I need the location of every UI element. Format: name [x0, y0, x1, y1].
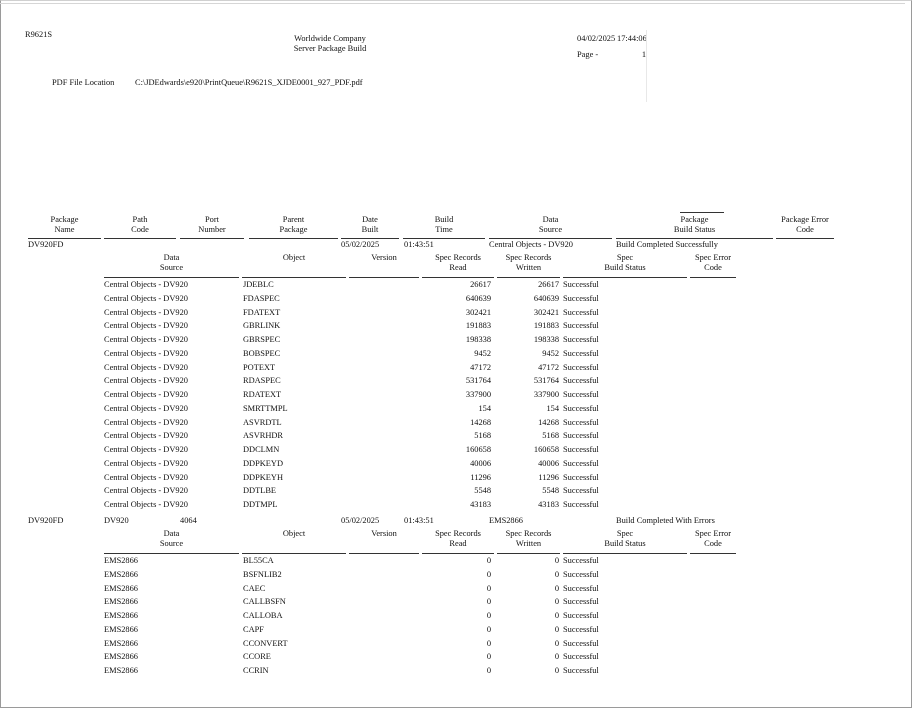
row-spec-read: 5168 — [474, 431, 491, 440]
row-object: FDASPEC — [243, 294, 280, 303]
row-spec-read: 11296 — [470, 473, 491, 482]
row-spec-build-status: Successful — [563, 445, 599, 454]
company-name: Worldwide Company — [294, 34, 366, 43]
row-data-source: Central Objects - DV920 — [104, 486, 188, 495]
row-spec-written: 0 — [554, 652, 559, 661]
header-underline — [341, 238, 399, 239]
row-data-source: EMS2866 — [104, 625, 138, 634]
row-spec-written: 9452 — [542, 349, 559, 358]
row-spec-build-status: Successful — [563, 666, 599, 675]
report-title: Server Package Build — [293, 44, 367, 53]
row-object: JDEBLC — [243, 280, 274, 289]
row-data-source: Central Objects - DV920 — [104, 363, 188, 372]
column-underline — [690, 277, 736, 278]
row-spec-read: 0 — [486, 666, 491, 675]
row-object: CALLBSFN — [243, 597, 286, 606]
header-underline — [776, 238, 834, 239]
row-spec-read: 5548 — [474, 486, 491, 495]
row-spec-build-status: Successful — [563, 376, 599, 385]
row-spec-written: 0 — [554, 556, 559, 565]
row-spec-written: 26617 — [538, 280, 559, 289]
header-port-number: Port Number — [198, 215, 226, 234]
header-package-build-status: Package Build Status — [673, 215, 716, 234]
row-object: FDATEXT — [243, 308, 281, 317]
row-data-source: Central Objects - DV920 — [104, 349, 188, 358]
row-object: GBRSPEC — [243, 335, 281, 344]
row-spec-read: 640639 — [465, 294, 491, 303]
row-object: DDPKEYD — [243, 459, 284, 468]
row-spec-read: 0 — [486, 652, 491, 661]
detail-header-data-source: Data Source — [159, 253, 184, 272]
header-underline — [28, 238, 101, 239]
row-data-source: EMS2866 — [104, 652, 138, 661]
row-spec-build-status: Successful — [563, 390, 599, 399]
row-spec-written: 5548 — [542, 486, 559, 495]
date-built: 05/02/2025 — [341, 516, 380, 525]
header-parent-package: Parent Package — [279, 215, 308, 234]
row-data-source: Central Objects - DV920 — [104, 390, 188, 399]
row-spec-build-status: Successful — [563, 625, 599, 634]
row-data-source: Central Objects - DV920 — [104, 294, 188, 303]
row-object: ASVRDTL — [243, 418, 282, 427]
row-spec-written: 0 — [554, 570, 559, 579]
detail-header-spec-written: Spec Records Written — [505, 529, 552, 548]
row-data-source: Central Objects - DV920 — [104, 280, 188, 289]
detail-header-data-source: Data Source — [159, 529, 184, 548]
row-data-source: EMS2866 — [104, 597, 138, 606]
row-spec-build-status: Successful — [563, 473, 599, 482]
row-data-source: EMS2866 — [104, 666, 138, 675]
row-data-source: Central Objects - DV920 — [104, 445, 188, 454]
header-package-error-code: Package Error Code — [781, 215, 829, 234]
row-spec-read: 0 — [486, 625, 491, 634]
path-code: DV920 — [104, 516, 129, 525]
row-spec-written: 531764 — [533, 376, 559, 385]
detail-header-spec-written: Spec Records Written — [505, 253, 552, 272]
column-underline — [497, 277, 560, 278]
column-underline — [497, 553, 560, 554]
row-spec-build-status: Successful — [563, 363, 599, 372]
row-spec-written: 0 — [554, 597, 559, 606]
detail-header-spec-error-code: Spec Error Code — [694, 529, 732, 548]
row-spec-read: 154 — [478, 404, 491, 413]
row-spec-read: 26617 — [470, 280, 491, 289]
row-object: RDASPEC — [243, 376, 281, 385]
row-data-source: EMS2866 — [104, 584, 138, 593]
report-time: 17:44:06 — [617, 34, 647, 43]
row-spec-read: 531764 — [465, 376, 491, 385]
row-spec-build-status: Successful — [563, 280, 599, 289]
header-path-code: Path Code — [131, 215, 149, 234]
row-object: CALLOBA — [243, 611, 283, 620]
row-object: DDPKEYH — [243, 473, 284, 482]
detail-header-object: Object — [282, 529, 306, 538]
row-object: DDTMPL — [243, 500, 278, 509]
row-spec-build-status: Successful — [563, 652, 599, 661]
column-underline — [349, 553, 419, 554]
page-number: 1 — [641, 50, 646, 59]
row-spec-written: 47172 — [538, 363, 559, 372]
row-data-source: Central Objects - DV920 — [104, 335, 188, 344]
row-spec-written: 154 — [546, 404, 559, 413]
row-spec-read: 160658 — [465, 445, 491, 454]
row-data-source: Central Objects - DV920 — [104, 321, 188, 330]
row-data-source: Central Objects - DV920 — [104, 500, 188, 509]
row-spec-build-status: Successful — [563, 584, 599, 593]
column-underline — [563, 277, 687, 278]
row-data-source: Central Objects - DV920 — [104, 459, 188, 468]
report-date: 04/02/2025 — [577, 34, 616, 43]
row-spec-build-status: Successful — [563, 486, 599, 495]
column-underline — [563, 553, 687, 554]
row-spec-build-status: Successful — [563, 611, 599, 620]
detail-header-spec-build-status: Spec Build Status — [604, 529, 646, 548]
detail-header-version: Version — [371, 253, 397, 262]
row-object: POTEXT — [243, 363, 276, 372]
build-time: 01:43:51 — [404, 240, 434, 249]
row-data-source: EMS2866 — [104, 556, 138, 565]
row-data-source: EMS2866 — [104, 570, 138, 579]
column-underline — [242, 553, 346, 554]
row-spec-written: 640639 — [533, 294, 559, 303]
row-spec-build-status: Successful — [563, 335, 599, 344]
row-spec-build-status: Successful — [563, 459, 599, 468]
row-spec-written: 0 — [554, 639, 559, 648]
faint-divider — [646, 30, 647, 102]
row-data-source: Central Objects - DV920 — [104, 404, 188, 413]
date-built: 05/02/2025 — [341, 240, 380, 249]
package-name: DV920FD — [28, 516, 64, 525]
pdf-location-label: PDF File Location — [52, 78, 115, 87]
column-underline — [104, 277, 239, 278]
top-rule — [0, 3, 905, 4]
package-data-source: Central Objects - DV920 — [489, 240, 573, 249]
header-data-source: Data Source — [538, 215, 563, 234]
row-object: GBRLINK — [243, 321, 281, 330]
pdf-location-path: C:\JDEdwards\e920\PrintQueue\R9621S_XJDE0001_927_PDF.pdf — [135, 78, 363, 87]
row-object: CAEC — [243, 584, 266, 593]
row-spec-written: 11296 — [538, 473, 559, 482]
row-object: SMRTTMPL — [243, 404, 288, 413]
row-spec-written: 198338 — [533, 335, 559, 344]
column-underline — [690, 553, 736, 554]
package-data-source: EMS2866 — [489, 516, 523, 525]
row-spec-read: 14268 — [470, 418, 491, 427]
row-spec-written: 302421 — [533, 308, 559, 317]
column-underline — [104, 553, 239, 554]
row-data-source: EMS2866 — [104, 611, 138, 620]
row-spec-read: 337900 — [465, 390, 491, 399]
row-spec-read: 47172 — [470, 363, 491, 372]
row-data-source: Central Objects - DV920 — [104, 376, 188, 385]
header-build-time: Build Time — [434, 215, 454, 234]
detail-header-spec-error-code: Spec Error Code — [694, 253, 732, 272]
row-spec-written: 43183 — [538, 500, 559, 509]
row-object: BSFNLIB2 — [243, 570, 282, 579]
row-data-source: Central Objects - DV920 — [104, 308, 188, 317]
row-spec-build-status: Successful — [563, 404, 599, 413]
row-spec-read: 43183 — [470, 500, 491, 509]
row-data-source: Central Objects - DV920 — [104, 418, 188, 427]
detail-header-spec-read: Spec Records Read — [435, 529, 481, 548]
row-spec-read: 191883 — [465, 321, 491, 330]
row-data-source: Central Objects - DV920 — [104, 473, 188, 482]
row-spec-build-status: Successful — [563, 500, 599, 509]
row-spec-build-status: Successful — [563, 294, 599, 303]
row-spec-build-status: Successful — [563, 597, 599, 606]
row-spec-build-status: Successful — [563, 639, 599, 648]
row-spec-written: 0 — [554, 584, 559, 593]
row-spec-written: 0 — [554, 625, 559, 634]
header-underline — [249, 238, 338, 239]
row-spec-build-status: Successful — [563, 556, 599, 565]
row-object: BOBSPEC — [243, 349, 281, 358]
row-spec-read: 0 — [486, 639, 491, 648]
page-label: Page - — [577, 50, 599, 59]
row-spec-written: 337900 — [533, 390, 559, 399]
header-underline — [489, 238, 612, 239]
package-build-status: Build Completed With Errors — [616, 516, 715, 525]
column-underline — [422, 553, 494, 554]
row-spec-read: 0 — [486, 570, 491, 579]
row-spec-read: 0 — [486, 597, 491, 606]
row-spec-build-status: Successful — [563, 418, 599, 427]
package-name: DV920FD — [28, 240, 64, 249]
row-spec-read: 0 — [486, 611, 491, 620]
row-data-source: Central Objects - DV920 — [104, 431, 188, 440]
row-object: DDTLBE — [243, 486, 277, 495]
package-build-status: Build Completed Successfully — [616, 240, 718, 249]
row-object: RDATEXT — [243, 390, 282, 399]
row-object: CAPF — [243, 625, 264, 634]
row-spec-written: 191883 — [533, 321, 559, 330]
row-spec-written: 0 — [554, 666, 559, 675]
row-object: ASVRHDR — [243, 431, 284, 440]
header-package-name: Package Name — [50, 215, 79, 234]
row-spec-written: 5168 — [542, 431, 559, 440]
build-time: 01:43:51 — [404, 516, 434, 525]
column-underline — [349, 277, 419, 278]
row-spec-written: 0 — [554, 611, 559, 620]
report-id: R9621S — [25, 30, 52, 39]
row-data-source: EMS2866 — [104, 639, 138, 648]
row-spec-read: 0 — [486, 556, 491, 565]
header-overline — [680, 212, 724, 213]
row-object: CCRIN — [243, 666, 269, 675]
row-spec-build-status: Successful — [563, 308, 599, 317]
header-underline — [180, 238, 244, 239]
row-spec-read: 0 — [486, 584, 491, 593]
port-number: 4064 — [180, 516, 197, 525]
header-underline — [616, 238, 773, 239]
detail-header-spec-build-status: Spec Build Status — [604, 253, 646, 272]
header-date-built: Date Built — [361, 215, 379, 234]
row-spec-build-status: Successful — [563, 321, 599, 330]
row-spec-build-status: Successful — [563, 349, 599, 358]
row-spec-read: 198338 — [465, 335, 491, 344]
row-spec-read: 40006 — [470, 459, 491, 468]
detail-header-spec-read: Spec Records Read — [435, 253, 481, 272]
row-spec-read: 9452 — [474, 349, 491, 358]
row-spec-written: 40006 — [538, 459, 559, 468]
header-underline — [104, 238, 176, 239]
row-object: CCONVERT — [243, 639, 288, 648]
column-underline — [242, 277, 346, 278]
column-underline — [422, 277, 494, 278]
row-spec-written: 160658 — [533, 445, 559, 454]
row-spec-build-status: Successful — [563, 570, 599, 579]
row-spec-written: 14268 — [538, 418, 559, 427]
row-object: CCORE — [243, 652, 271, 661]
row-spec-build-status: Successful — [563, 431, 599, 440]
row-object: DDCLMN — [243, 445, 280, 454]
detail-header-version: Version — [371, 529, 397, 538]
row-spec-read: 302421 — [465, 308, 491, 317]
header-underline — [403, 238, 485, 239]
row-object: BL55CA — [243, 556, 274, 565]
detail-header-object: Object — [282, 253, 306, 262]
